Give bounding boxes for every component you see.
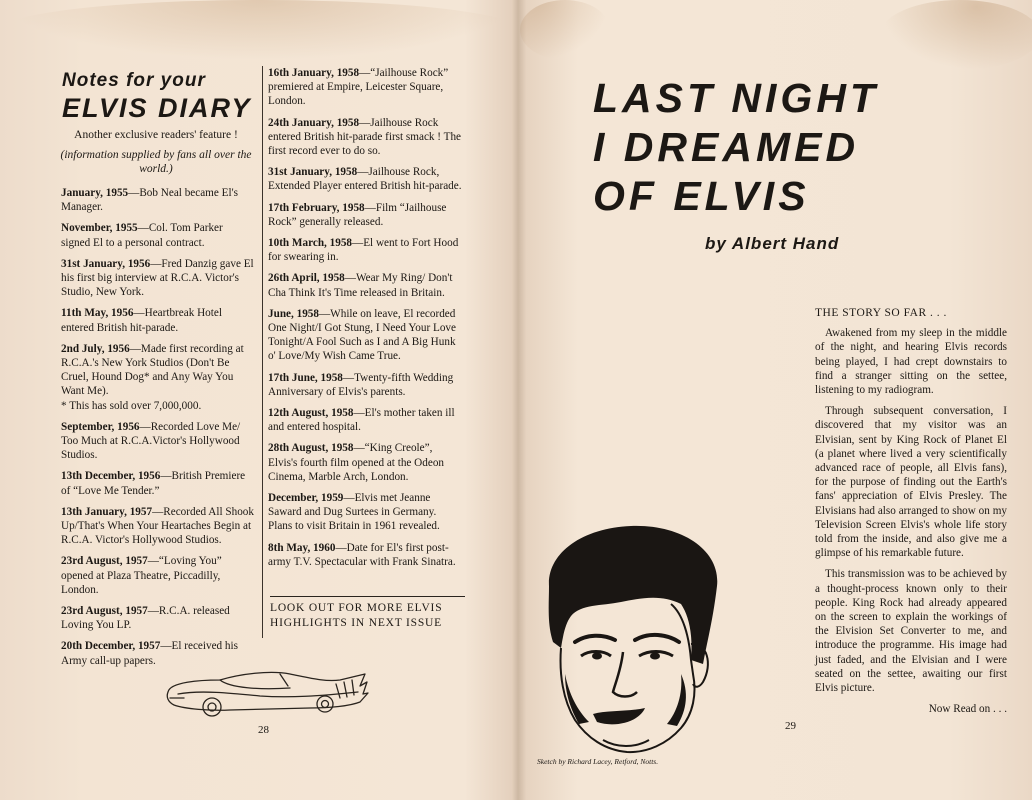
sketch-credit: Sketch by Richard Lacey, Retford, Notts.: [537, 757, 659, 766]
diary-entry: [268, 165, 462, 193]
entry-text: —Wear My Ring/ Don't Cha Think It's Time released in Britain.: [268, 272, 453, 299]
diary-entry: [268, 406, 462, 434]
entry-text: —While on leave, El recorded One Night/I Got Stung, I Need Your Love Tonight/A Fool Such as I and A Big Hunk o' Love/My Wish Came True.: [268, 307, 456, 363]
entry-date: November, 1955: [61, 222, 138, 235]
story-paragraph: Through subsequent conversation, I discovered that my visitor was an Elvisian, sent by King Rock of Planet El (a planet where lived a very scientifically advanced race of people, all Elvis fans), for the purpose of finding out the Earth's fans' appreciation of Elvis Presley. The Elvisians had also arranged to show on my Television Screen Elvis's whole life story told from the inside, and also give me a glimpse of his remarkable future.: [815, 405, 1007, 560]
byline: by Albert Hand: [705, 234, 840, 253]
entry-text: —El went to Fort Hood for swearing in.: [268, 237, 459, 264]
page-number: 28: [258, 724, 269, 736]
diary-entry: [61, 420, 254, 463]
intro-subtext: (information supplied by fans all over the world.): [60, 149, 252, 175]
elvis-portrait-sketch: [531, 524, 731, 756]
diary-column-2: [268, 66, 462, 576]
diary-entry: [61, 257, 254, 300]
diary-entry: [61, 306, 254, 334]
diary-entry: [268, 307, 462, 364]
title-line: LAST NIGHT: [593, 75, 879, 121]
entry-date: 24th January, 1958: [268, 116, 360, 129]
entry-date: 20th December, 1957: [61, 640, 161, 653]
entry-text: —Jailhouse Rock, Extended Player entered British hit-parade.: [268, 166, 462, 193]
entry-text: —British Premiere of “Love Me Tender.”: [61, 470, 246, 497]
page-29: [517, 0, 1032, 800]
entry-text: —Elvis met Jeanne Saward and Dug Surtees in Germany. Plans to visit Britain in 1961 revealed.: [268, 492, 440, 533]
entry-text: —“Loving You” opened at Plaza Theatre, Piccadilly, London.: [61, 555, 222, 596]
entry-date: 28th August, 1958: [268, 442, 354, 455]
entry-date: 31st January, 1956: [61, 257, 151, 270]
page-28: [0, 0, 515, 800]
entry-date: 31st January, 1958: [268, 166, 358, 179]
entry-text: —Recorded All Shook Up/That's When Your Heartaches Begin at R.C.A. Victor's Hollywood Studios.: [61, 505, 254, 547]
diary-entry: [268, 271, 462, 299]
entry-date: 12th August, 1958: [268, 407, 354, 420]
entry-date: June, 1958: [268, 307, 319, 320]
entry-text: —“King Creole”, Elvis's fourth film opened at the Odeon Cinema, Marble Arch, London.: [268, 442, 445, 483]
entry-text: —El received his Army call-up papers.: [61, 640, 238, 667]
article-title: [593, 74, 879, 221]
entry-date: 17th June, 1958: [268, 371, 343, 384]
entry-date: 8th May, 1960: [268, 541, 336, 554]
diary-entry: [61, 186, 254, 214]
entry-date: 17th February, 1958: [268, 201, 365, 214]
diary-entry: [268, 541, 462, 569]
page-number: 29: [785, 720, 796, 732]
entry-date: 10th March, 1958: [268, 237, 353, 250]
entry-text: —R.C.A. released Loving You LP.: [61, 605, 230, 632]
diary-column-1: [61, 186, 254, 675]
read-on-text: Now Read on . . .: [928, 703, 1007, 716]
diary-entry: [268, 116, 462, 159]
entry-footnote: * This has sold over 7,000,000.: [61, 399, 202, 412]
diary-entry: [268, 491, 462, 534]
entry-date: 16th January, 1958: [268, 67, 360, 79]
entry-text: —El's mother taken ill and entered hospital.: [268, 407, 455, 434]
entry-text: —Made first recording at R.C.A.'s New York Studios (Don't Be Cruel, Hound Dog* and Any Way You Want Me).: [61, 342, 244, 398]
diary-entry: [268, 371, 462, 399]
entry-date: 13th December, 1956: [61, 470, 161, 483]
entry-date: 11th May, 1956: [61, 307, 134, 320]
diary-entry: [61, 221, 254, 249]
entry-text: —Bob Neal became El's Manager.: [61, 187, 238, 214]
entry-text: —Jailhouse Rock entered British hit-parade first smack ! The first record ever to do so.: [268, 116, 462, 158]
story-heading: THE STORY SO FAR . . .: [815, 307, 947, 319]
entry-text: —Twenty-fifth Wedding Anniversary of Elvis's parents.: [268, 371, 454, 398]
diary-entry: [61, 505, 254, 548]
entry-date: 13th January, 1957: [61, 505, 153, 518]
entry-date: 23rd August, 1957: [61, 555, 148, 568]
entry-text: —“Jailhouse Rock” premiered at Empire, Leicester Square, London.: [268, 67, 449, 108]
diary-entry: [268, 441, 462, 484]
title-line: I DREAMED: [593, 124, 860, 170]
title-line: OF ELVIS: [593, 173, 810, 219]
intro-text: Another exclusive readers' feature !: [74, 129, 238, 141]
car-sketch-icon: [160, 660, 375, 720]
lookout-notice: LOOK OUT FOR MORE ELVIS HIGHLIGHTS IN NEXT ISSUE: [270, 596, 465, 630]
diary-entry: [61, 554, 254, 597]
entry-date: December, 1959: [268, 492, 344, 505]
entry-text: —Film “Jailhouse Rock” generally released.: [268, 201, 447, 228]
diary-entry: [61, 604, 254, 632]
diary-intro: [56, 128, 256, 176]
diary-heading-line1: Notes for your: [62, 70, 206, 91]
diary-entry: [268, 201, 462, 229]
diary-heading-line2: ELVIS DIARY: [62, 93, 252, 123]
entry-date: September, 1956: [61, 420, 140, 433]
entry-text: —Heartbreak Hotel entered British hit-parade.: [61, 307, 222, 334]
entry-text: —Col. Tom Parker signed El to a personal contract.: [61, 222, 223, 249]
story-paragraph: This transmission was to be achieved by a thought-process known only to their people. King Rock had already appeared on the screen to explain the workings of the Elvision Set Converter to me, and introduce the programme. His image had just faded, and the Elvisian and I were seated on the settee, awaiting our first Elvis picture.: [815, 568, 1007, 695]
story-paragraph: Awakened from my sleep in the middle of the night, and hearing Elvis records being played, I had crept downstairs to find a stranger sitting on the settee, listening to my radiogram.: [815, 327, 1007, 397]
entry-date: 23rd August, 1957: [61, 605, 148, 618]
diary-entry: [268, 236, 462, 264]
entry-date: January, 1955: [61, 187, 129, 199]
story-so-far: [815, 306, 1007, 716]
diary-entry: [61, 342, 254, 413]
diary-entry: [61, 469, 254, 497]
entry-text: —Fred Danzig gave El his first big interview at R.C.A. Victor's Studio, New York.: [61, 257, 254, 299]
entry-date: 2nd July, 1956: [61, 342, 130, 355]
diary-entry: [268, 66, 462, 109]
entry-date: 26th April, 1958: [268, 272, 345, 285]
entry-text: —Date for El's first post-army T.V. Spectacular with Frank Sinatra.: [268, 541, 456, 568]
entry-text: —Recorded Love Me/ Too Much at R.C.A.Victor's Hollywood Studios.: [61, 420, 241, 462]
column-divider: [262, 66, 263, 638]
